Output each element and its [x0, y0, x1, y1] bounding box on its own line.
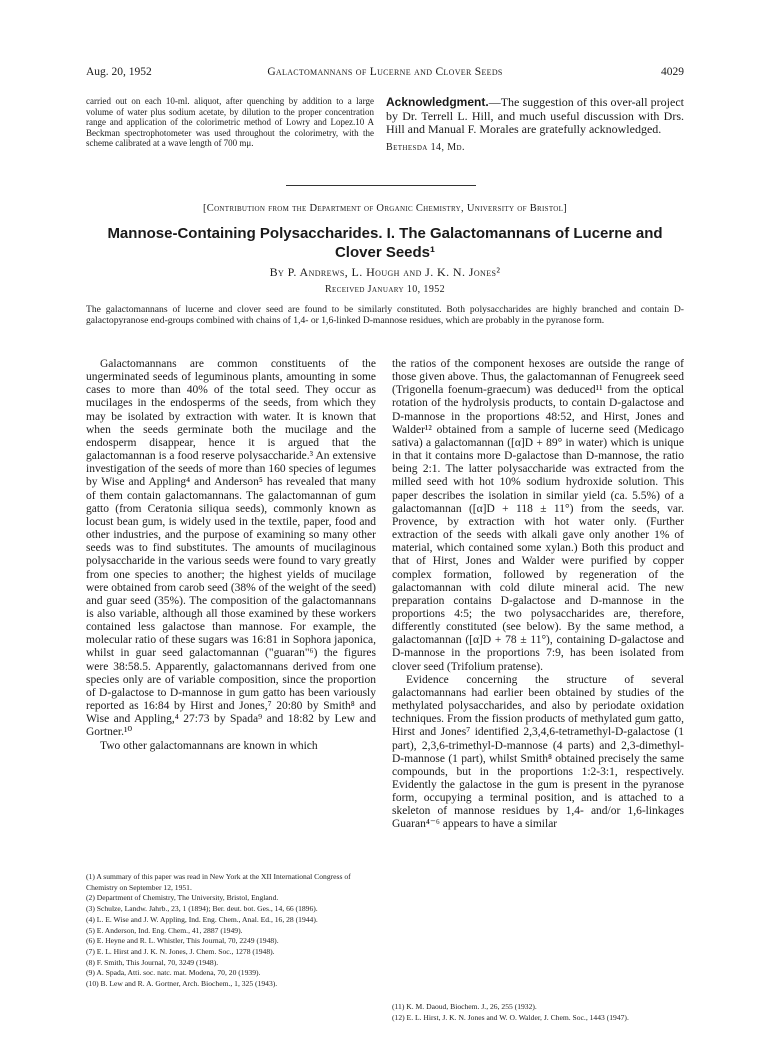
footnote: (4) L. E. Wise and J. W. Appling, Ind. Eng. Chem., Anal. Ed., 16, 28 (1944).	[86, 914, 318, 924]
footnotes-right	[392, 1002, 684, 1023]
footnote: (7) E. L. Hirst and J. K. N. Jones, J. Chem. Soc., 1278 (1948).	[86, 946, 275, 956]
body-paragraph: Two other galactomannans are known in which	[100, 739, 318, 752]
contribution-line: [Contribution from the Department of Organic Chemistry, University of Bristol]	[202, 203, 568, 214]
footnote: (12) E. L. Hirst, J. K. N. Jones and W. O. Walder, J. Chem. Soc., 1443 (1947).	[392, 1012, 629, 1022]
received-date: Received January 10, 1952	[324, 284, 446, 295]
footnote: (5) E. Anderson, Ind. Eng. Chem., 41, 2887 (1949).	[86, 925, 243, 935]
abstract: The galactomannans of lucerne and clover seed are found to be similarly constituted. Both polysaccharides are highly branched and contain D-galactopyranose end-groups combined with chains of 1,4- or 1,6-linked D-mannose residues, which are probably in the pyranose form.	[86, 304, 684, 326]
body-paragraph: the ratios of the component hexoses are outside the range of those given above. Thus, the galactomannan of Fenugreek seed (Trigonella foenum-graecum) was deduced¹¹ from the optical rotation of the hydrolysis products, to contain D-galactose and D-mannose in the proportions 48:52, and Hirst, Jones and Walder¹² obtained from a sample of lucerne seed (Medicago sativa) a galactomannan ([α]D + 89° in water) which is unique in that it contains more D-galactose than D-mannose, the ratio being 2:1. The latter polysaccharide was extracted from the milled seed with hot 10% sodium hydroxide solution. This paper describes the isolation in similar yield (ca. 5.5%) of a galactomannan ([α]D + 118 ± 11°) from the seeds, var. Provence, by extraction with hot water only. (Further extraction of the seeds with alkali gave only another 1% of material, which contained some xylan.) Both this product and that of Hirst, Jones and Walder were purified by copper complex formation, followed by regeneration of the galactomannan with cold dilute mineral acid. The new preparation contains D-galactose and D-mannose in the proportions 4:5; the two polysaccharides are, therefore, differently constituted (see below). By the same method, a galactomannan ([α]D + 78 ± 11°), containing D-galactose and D-mannose in the proportions 7:9, has been isolated from clover seed (Trifolium pratense).	[392, 358, 684, 673]
article-title: Mannose-Containing Polysaccharides. I. The Galactomannans of Lucerne and Clover Seeds¹	[107, 225, 663, 261]
footnote: (1) A summary of this paper was read in New York at the XII International Congress of Chemistry on September 12, 1951.	[86, 872, 351, 892]
acknowledgment	[386, 96, 684, 154]
footnote: (2) Department of Chemistry, The University, Bristol, England.	[86, 893, 279, 903]
previous-article-text: carried out on each 10-ml. aliquot, after quenching by addition to a large volume of water plus sodium acetate, by dilution to the proper concentration range and application of the colorimetric method of Lowry and Lopez.10 A Beckman spectrophotometer was used throughout the colorimetry, with the scheme calibrated at a wave length of 700 mμ.	[86, 96, 374, 149]
acknowledgment-text: —The suggestion of this over-all project by Dr. Terrell L. Hill, and much useful discussion with Drs. Hill and Manual F. Morales are gratefully acknowledged.	[386, 95, 684, 137]
acknowledgment-city: Bethesda 14, Md.	[386, 141, 465, 153]
body-column-right	[392, 358, 684, 832]
body-paragraph: Galactomannans are common constituents of the ungerminated seeds of leguminous plants, amounting in some cases to more than 40% of the total seed. They occur as mucilages in the endosperms of the seeds, from which they may be isolated by extraction with water. It is known that when the seeds germinate both the mucilage and the endosperm disappear, hence it is argued that the galactomannan is a food reserve polysaccharide.³ An extensive investigation of the seeds of more than 160 species of legumes by Wise and Appling⁴ and Anderson⁵ has revealed that many of them contain galactomannans. The galactomannan of gum gatto (from Ceratonia siliqua seeds), commonly known as locust bean gum, is widely used in the textile, paper, food and other industries, and the purpose of examining so many other seeds was to find substitutes. The amounts of mucilaginous polysaccharide in the various seeds were found to vary greatly from one species to another; the highest yields of mucilage were obtained from carob seed (38% of the weight of the seed) and guar seed (35%). The composition of the galactomannans is also variable, although all those examined by these workers contained less galactose than mannose. For example, the molecular ratio of these sugars was 16:81 in Sophora japonica, whilst in guar seed galactomannan ("guaran"⁶) the figures were 38:58.5. Apparently, galactomannans derived from one species only are of variable composition, since the proportion of D-galactose to D-mannose in gum gatto has been variously reported as 16:84 by Hirst and Jones,⁷ 20:80 by Smith⁸ and Wise and Appling,⁴ 27:73 by Spada⁹ and 18:82 by Lew and Gortner.¹⁰	[86, 358, 376, 739]
article-authors: By P. Andrews, L. Hough and J. K. N. Jones²	[269, 265, 501, 279]
header-date: Aug. 20, 1952	[86, 66, 152, 78]
footnote: (6) E. Heyne and R. L. Whistler, This Journal, 70, 2249 (1948).	[86, 936, 279, 946]
footnote: (3) Schulze, Landw. Jahrb., 23, 1 (1894); Ber. deut. bot. Ges., 14, 66 (1896).	[86, 904, 318, 914]
section-divider	[286, 185, 476, 186]
footnote: (8) F. Smith, This Journal, 70, 3249 (1948).	[86, 957, 219, 967]
footnote: (10) B. Lew and R. A. Gortner, Arch. Biochem., 1, 325 (1943).	[86, 979, 278, 989]
header-page-number: 4029	[661, 66, 684, 78]
acknowledgment-heading: Acknowledgment.	[386, 95, 489, 109]
footnotes-left	[86, 872, 376, 990]
running-header	[86, 66, 684, 82]
body-paragraph: Evidence concerning the structure of several galactomannans had earlier been obtained by studies of the methylated polysaccharides, and also by periodate oxidation techniques. From the fission products of methylated gum gatto, Hirst and Jones⁷ identified 2,3,4,6-tetramethyl-D-galactose (1 part), 2,3,6-trimethyl-D-mannose (4 parts) and 2,3-dimethyl-D-mannose (1 part), whilst Smith⁸ obtained precisely the same compounds, but in the proportions 1:2-3:1, respectively. Evidently the galactose in the gum is present in the pyranose form, occupying a terminal position, and is attached to a skeleton of mannose residues by 1,4- and/or 1,6-linkages Guaran⁴⁻⁶ appears to have a similar	[392, 673, 684, 831]
footnote: (9) A. Spada, Atti. soc. natc. mat. Modena, 70, 20 (1939).	[86, 968, 261, 978]
header-running-title: Galactomannans of Lucerne and Clover Seeds	[267, 66, 503, 78]
body-column-left	[86, 358, 376, 753]
previous-article-tail	[86, 96, 684, 188]
footnote: (11) K. M. Daoud, Biochem. J., 26, 255 (1932).	[392, 1002, 537, 1011]
